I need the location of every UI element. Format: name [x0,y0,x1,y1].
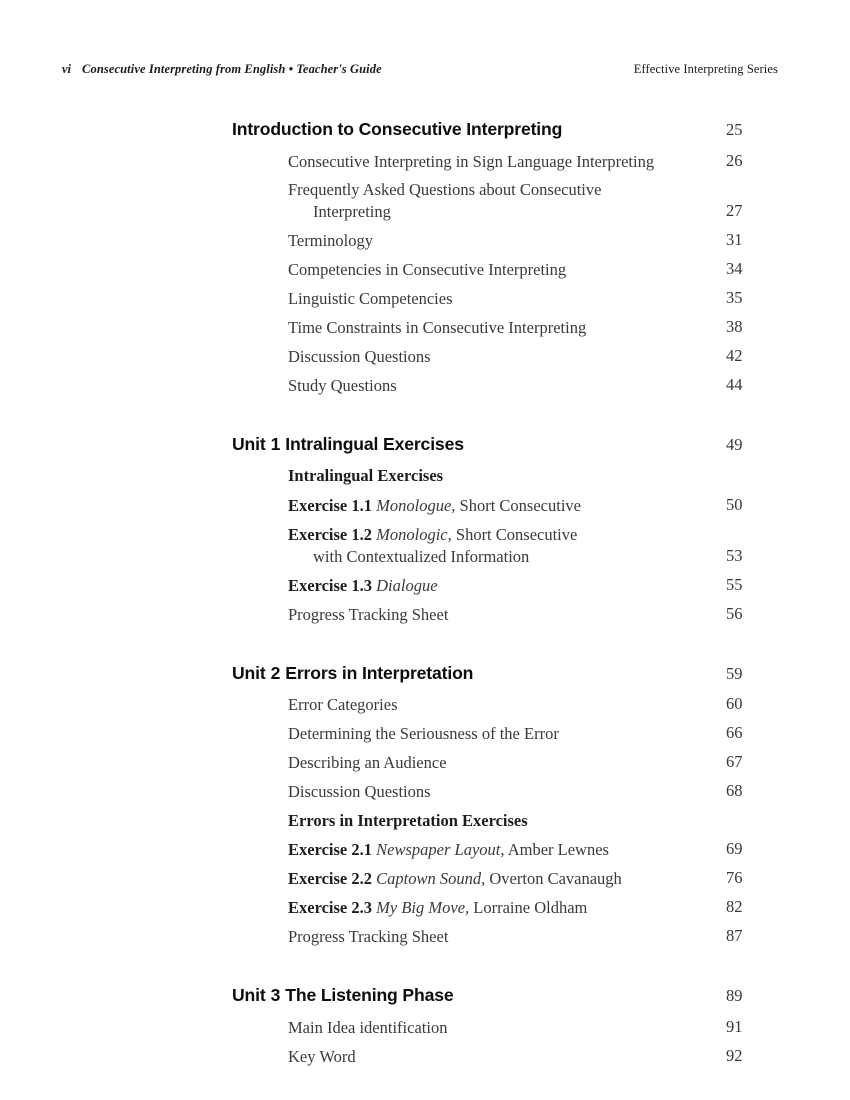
toc-section-heading-text: Errors in Interpretation [285,662,474,683]
exercise-title: My Big Move, [376,898,470,918]
toc-entry[interactable] [232,495,792,517]
toc-entry-continuation: Interpreting [313,202,391,222]
toc-entry-label [232,179,601,223]
toc-entry[interactable] [232,524,792,568]
toc-page-number: 67 [726,751,743,771]
unit-word: Unit [232,662,266,683]
toc-entry-label [232,839,609,861]
exercise-attribution: , Short Consecutive [447,524,578,544]
exercise-number: Exercise 1.2 [288,524,373,544]
unit-word: Unit [232,985,266,1006]
book-title: Consecutive Interpreting from English • Teacher's Guide [82,62,382,76]
toc-subheading-label: Intralingual Exercises [288,466,444,486]
toc-entry-label [232,752,447,774]
toc-entry-text: Linguistic Competencies [288,289,453,309]
toc-entry-label [232,604,448,626]
toc-page-number: 44 [726,375,743,395]
toc-entry-label [232,524,577,568]
exercise-number: Exercise 2.2 [288,869,373,889]
toc-page-number: 55 [726,574,743,594]
toc-entry[interactable] [232,926,792,948]
toc-entry[interactable] [232,694,792,716]
unit-number: 1 [270,433,281,454]
toc-page-number: 42 [726,346,743,366]
toc-entry-label [232,346,431,368]
toc-section-heading[interactable] [232,662,792,685]
toc-entry-label [232,230,373,252]
exercise-title: Newspaper Layout, [376,840,505,860]
toc-page-number: 59 [726,663,743,683]
toc-entry-label [232,926,448,948]
exercise-number: Exercise 2.1 [288,840,373,860]
toc-page-number: 49 [726,434,743,454]
toc-page-number: 76 [726,868,743,888]
toc-entry[interactable] [232,346,792,368]
exercise-number: Exercise 2.3 [288,898,373,918]
toc-entry-label [232,897,587,919]
toc-entry-text: Study Questions [288,376,397,396]
toc-entry-text: Competencies in Consecutive Interpreting [288,260,567,280]
exercise-attribution: Overton Cavanaugh [489,869,622,889]
toc-entry-text: Discussion Questions [288,347,431,367]
toc-entry[interactable] [232,1046,792,1068]
toc-entry[interactable] [232,723,792,745]
toc-entry-continuation: with Contextualized Information [313,546,530,566]
toc-entry-text: Terminology [288,231,373,251]
unit-word: Unit [232,433,266,454]
toc-entry-label [232,288,453,310]
running-head [62,62,778,82]
exercise-title: Dialogue [376,575,438,595]
toc-entry[interactable] [232,317,792,339]
toc-entry-text: Discussion Questions [288,781,431,801]
toc-entry[interactable] [232,781,792,803]
toc-entry-label [232,317,586,339]
toc-entry[interactable] [232,259,792,281]
section-spacer [232,404,792,433]
toc-page-number: 53 [726,545,743,565]
toc-entry-label [232,1017,447,1039]
series-title: Effective Interpreting Series [633,62,778,76]
toc-section-heading-label [232,662,473,685]
toc-entry[interactable] [232,868,792,890]
toc-section-heading-text: The Listening Phase [285,985,454,1006]
toc-section-heading[interactable] [232,118,792,141]
toc-section-heading-label [232,984,453,1007]
toc-entry-text: Main Idea identification [288,1017,448,1037]
exercise-title: Captown Sound, [376,869,486,889]
toc-page-number: 92 [726,1045,743,1065]
toc-entry[interactable] [232,897,792,919]
toc-page-number: 91 [726,1016,743,1036]
toc-entry-label [232,781,431,803]
toc-entry-text: Describing an Audience [288,752,447,772]
toc-entry-label [232,723,559,745]
table-of-contents [232,118,792,1074]
toc-page-number: 38 [726,317,743,337]
toc-entry-text: Consecutive Interpreting in Sign Language Interpreting [288,151,655,171]
toc-entry-label [232,694,398,716]
toc-subheading [232,810,792,831]
toc-entry[interactable] [232,151,792,173]
toc-entry-label [232,495,581,517]
toc-entry[interactable] [232,839,792,861]
toc-subheading-label: Errors in Interpretation Exercises [288,810,528,830]
toc-entry-text: Time Constraints in Consecutive Interpreting [288,318,587,338]
toc-entry[interactable] [232,230,792,252]
toc-page-number: 66 [726,723,743,743]
toc-page-number: 89 [726,986,743,1006]
toc-entry[interactable] [232,604,792,626]
toc-page-number: 27 [726,201,743,221]
toc-page-number: 68 [726,780,743,800]
exercise-attribution: Amber Lewnes [507,840,609,860]
toc-page-number: 50 [726,494,743,514]
toc-entry-label [232,259,566,281]
section-spacer [232,633,792,662]
exercise-title: Monologue, [376,495,456,515]
toc-entry-label [232,1046,356,1068]
toc-entry-text: Progress Tracking Sheet [288,927,449,947]
exercise-title: Monologic [376,524,448,544]
toc-entry-text: Error Categories [288,695,398,715]
toc-page-number: 82 [726,897,743,917]
toc-page-number: 56 [726,603,743,623]
page-folio: vi [62,62,72,76]
toc-section-heading-text: Intralingual Exercises [285,433,464,454]
toc-entry-text: Determining the Seriousness of the Error [288,724,559,744]
unit-number: 2 [270,662,281,683]
toc-entry[interactable] [232,288,792,310]
toc-section-heading[interactable] [232,984,792,1007]
toc-entry[interactable] [232,375,792,397]
toc-subheading [232,465,792,486]
toc-entry-text: Frequently Asked Questions about Consecutive [288,180,602,200]
toc-page-number: 87 [726,926,743,946]
toc-entry[interactable] [232,575,792,597]
exercise-attribution: Short Consecutive [459,495,581,515]
unit-number: 3 [270,985,281,1006]
toc-entry[interactable] [232,1017,792,1039]
toc-page-number: 69 [726,839,743,859]
toc-entry-text: Key Word [288,1046,356,1066]
running-head-left [62,62,382,77]
toc-section-heading[interactable] [232,433,792,456]
toc-section-heading-text: Introduction to Consecutive Interpreting [232,119,563,139]
section-spacer [232,955,792,984]
toc-entry[interactable] [232,179,792,223]
toc-page-number: 26 [726,150,743,170]
toc-entry-label [232,575,438,597]
toc-page-number: 35 [726,288,743,308]
toc-entry-label [232,868,622,890]
exercise-number: Exercise 1.1 [288,495,373,515]
toc-entry-text: Progress Tracking Sheet [288,604,449,624]
exercise-attribution: Lorraine Oldham [473,898,588,918]
toc-page-number: 34 [726,259,743,279]
toc-entry[interactable] [232,752,792,774]
toc-entry-label [232,375,397,397]
toc-section-heading-label [232,433,464,456]
toc-section-heading-label [232,118,562,141]
exercise-number: Exercise 1.3 [288,575,373,595]
toc-page-number: 60 [726,694,743,714]
toc-entry-label [232,151,654,173]
toc-page-number: 25 [726,120,743,139]
toc-page-number: 31 [726,230,743,250]
